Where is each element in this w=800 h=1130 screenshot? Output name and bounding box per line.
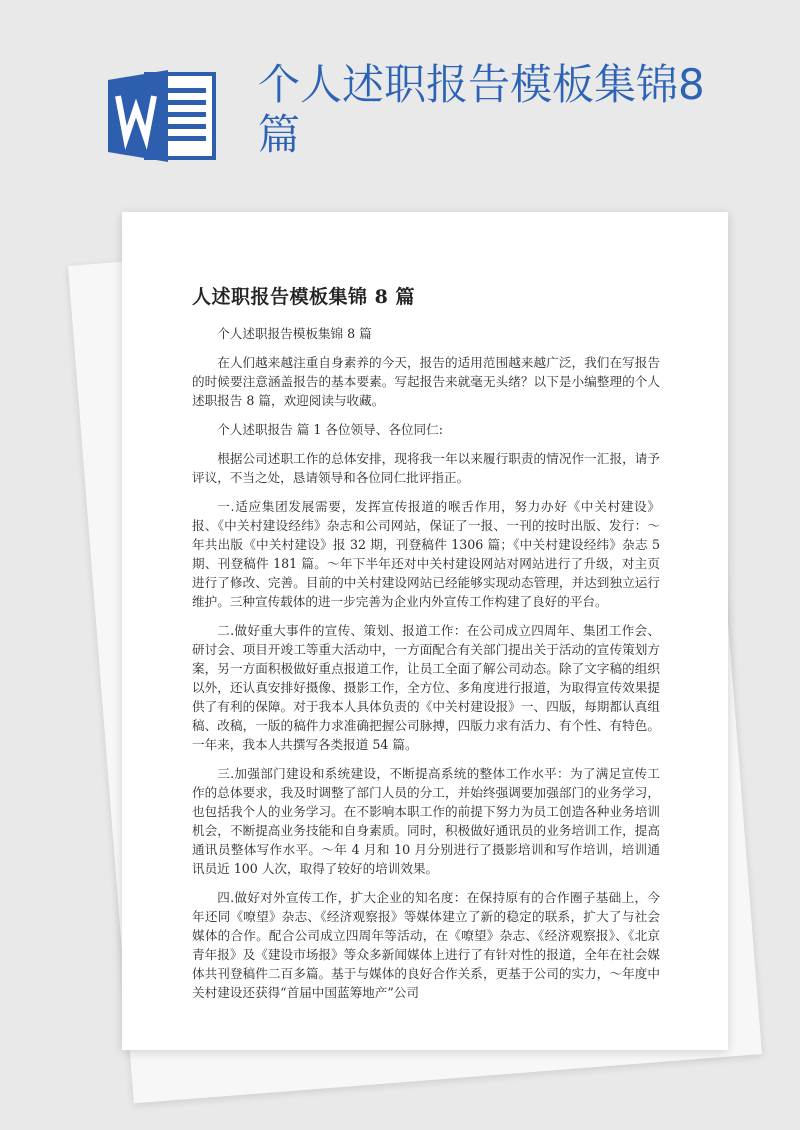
paragraph-subtitle: 个人述职报告模板集锦 8 篇 [217,326,372,341]
document-page [122,212,728,1050]
paragraph-section-4: 四.做好对外宣传工作，扩大企业的知名度：在保持原有的合作圈子基础上，今年还同《嘹望》杂志、《经济观察报》等媒体建立了新的稳定的联系，扩大了与社会媒体的合作。配合公司成立四周年等活动，在《嘹望》杂志、《经济观察报》、《北京青年报》及《建设市场报》等众多新闻媒体上进行了有针对性的报道，全年在社会媒体共刊登稿件二百多篇。基于与媒体的良好合作关系，更基于公司的实力，～年度中关村建设还获得“首届中国蓝筹地产”公司 [192,890,660,1000]
word-icon [108,70,216,162]
paragraph-section-2: 二.做好重大事件的宣传、策划、报道工作：在公司成立四周年、集团工作会、研讨会、项目开竣工等重大活动中，一方面配合有关部门提出关于活动的宣传策划方案，另一方面积极做好重点报道工作，让员工全面了解公司动态。除了文字稿的组织以外，还认真安排好摄像、摄影工作，全方位、多角度进行报道，为取得宣传效果提供了有利的保障。对于我本人具体负责的《中关村建设报》一、四版，每期都认真组稿、改稿，一版的稿件力求准确把握公司脉搏，四版力求有活力、有个性、有特色。一年来，我本人共撰写各类报道 54 篇。 [192,623,660,752]
page-title: 个人述职报告模板集锦8篇 [258,60,705,159]
document-heading: 人述职报告模板集锦 8 篇 [192,286,415,308]
paragraph-intro: 在人们越来越注重自身素养的今天，报告的适用范围越来越广泛，我们在写报告的时候要注意涵盖报告的基本要素。写起报告来就毫无头绪？以下是小编整理的个人述职报告 8 篇，欢迎阅读与收藏。 [192,355,660,408]
paragraph-opening: 根据公司述职工作的总体安排，现将我一年以来履行职责的情况作一汇报，请予评议，不当之处，恳请领导和各位同仁批评指正。 [192,451,660,485]
paragraph-section-1: 一.适应集团发展需要，发挥宣传报道的喉舌作用，努力办好《中关村建设》报、《中关村建设经纬》杂志和公司网站，保证了一报、一刊的按时出版、发行：～年共出版《中关村建设》报 32 期，刊登稿件 1306 篇；《中关村建设经纬》杂志 5 期、刊登稿件 181 篇。～年下半年还对中关村建设网站对网站进行了升级，对主页进行了修改、完善。目前的中关村建设网站已经能够实现动态管理，并达到独立运行维护。三种宣传载体的进一步完善为企业内外宣传工作构建了良好的平台。 [192,499,660,609]
paragraph-greeting: 个人述职报告 篇 1 各位领导、各位同仁: [217,422,443,437]
document-body [192,324,660,1012]
paragraph-section-3: 三.加强部门建设和系统建设，不断提高系统的整体工作水平：为了满足宣传工作的总体要求，我及时调整了部门人员的分工，并始终强调要加强部门的业务学习，也包括我个人的业务学习。在不影响本职工作的前提下努力为员工创造各种业务培训机会，不断提高业务技能和自身素质。同时，积极做好通讯员的业务培训工作，提高通讯员整体写作水平。～年 4 月和 10 月分别进行了摄影培训和写作培训，培训通讯员近 100 人次，取得了较好的培训效果。 [192,766,660,876]
